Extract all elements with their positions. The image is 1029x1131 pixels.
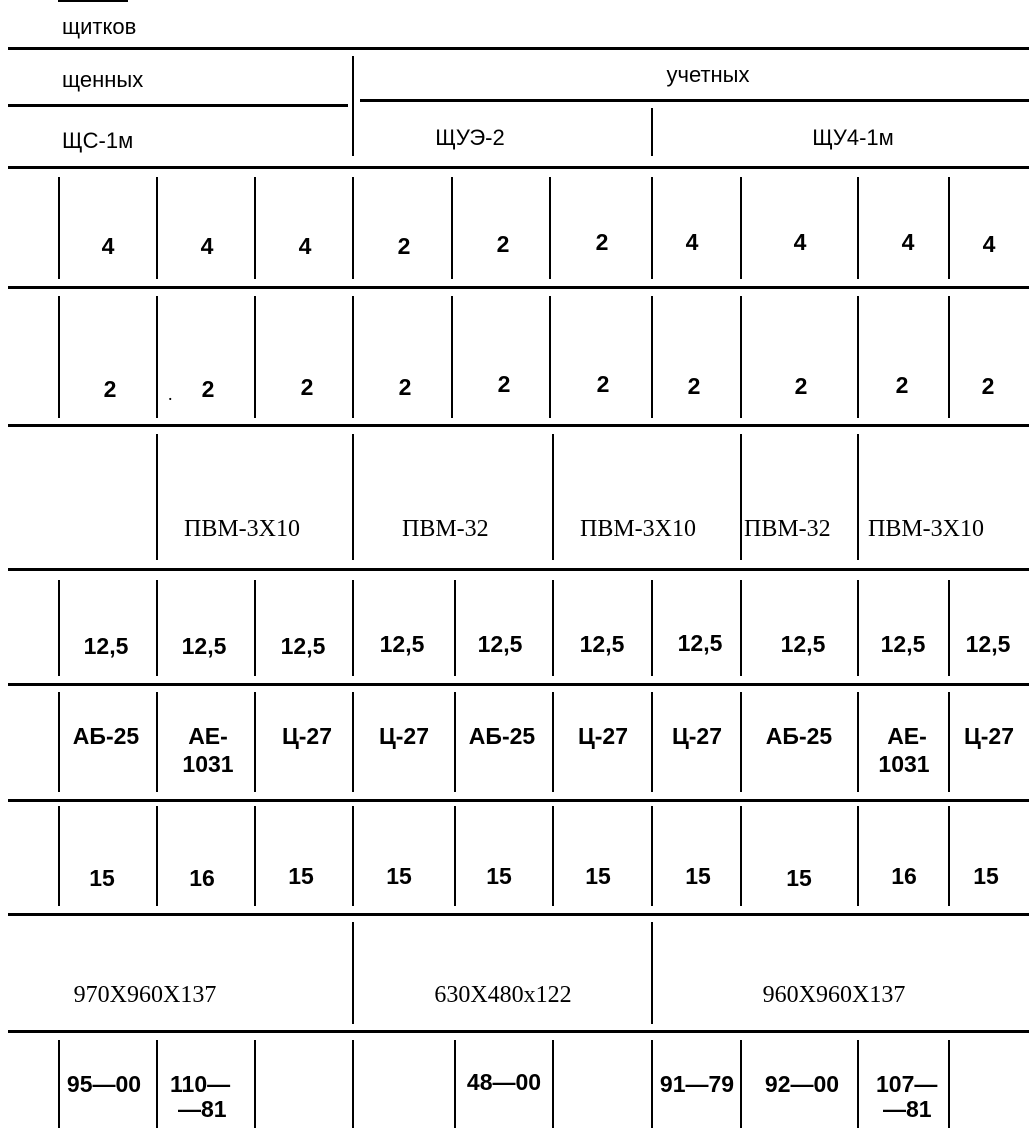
vrule <box>948 806 950 906</box>
vrule <box>58 177 60 279</box>
vrule <box>454 806 456 906</box>
vrule <box>651 806 653 906</box>
header-group-left: щенных <box>62 67 144 92</box>
cell-r5-c1: АБ-25 <box>72 723 140 749</box>
dimensions-3: 960X960X137 <box>762 982 906 1008</box>
vrule <box>58 296 60 418</box>
cell-r6-c1: 15 <box>89 865 115 891</box>
cell-r6-c8: 15 <box>786 865 812 891</box>
rule-row-7 <box>8 1030 1029 1033</box>
vrule <box>552 434 554 560</box>
cell-r5-c9: 1031 <box>878 751 930 777</box>
vrule <box>857 434 859 560</box>
cell-r1-c1: 4 <box>101 233 115 259</box>
cell-r6-c5: 15 <box>486 863 512 889</box>
vrule <box>254 177 256 279</box>
price-6: 107— <box>876 1071 938 1097</box>
cell-r2-c1: 2 <box>103 376 117 402</box>
rule-row-5 <box>8 799 1029 802</box>
vrule <box>740 806 742 906</box>
cell-r4-c9: 12,5 <box>880 631 926 657</box>
rule-row-1 <box>8 286 1029 289</box>
vrule <box>352 580 354 676</box>
vrule <box>948 296 950 418</box>
vrule <box>651 296 653 418</box>
cell-r4-c4: 12,5 <box>379 631 425 657</box>
vrule <box>352 1040 354 1128</box>
cell-r4-c8: 12,5 <box>780 631 826 657</box>
cell-r4-c10: 12,5 <box>965 631 1011 657</box>
cell-r6-c6: 15 <box>585 863 611 889</box>
vrule <box>352 922 354 1024</box>
vrule-header-type <box>651 108 653 156</box>
cell-r5-c5: АБ-25 <box>468 723 536 749</box>
vrule <box>857 692 859 792</box>
cell-r2-c8: 2 <box>794 373 808 399</box>
vrule <box>857 580 859 676</box>
cell-r1-c7: 4 <box>685 229 699 255</box>
rule-header-2-right <box>360 99 1029 102</box>
cable-3: ПВМ-3X10 <box>580 516 697 542</box>
price-2: 110— <box>170 1071 231 1097</box>
vrule <box>156 692 158 792</box>
cell-r6-c2: 16 <box>189 865 215 891</box>
vrule <box>352 692 354 792</box>
vrule <box>651 580 653 676</box>
rule-row-3 <box>8 568 1029 571</box>
vrule <box>254 1040 256 1128</box>
dimensions-1: 970X960X137 <box>73 982 217 1008</box>
cable-5: ПВМ-3X10 <box>868 516 985 542</box>
cell-r4-c3: 12,5 <box>280 633 326 659</box>
vrule <box>948 692 950 792</box>
header-type-3: ЩУ4-1м <box>812 125 894 150</box>
vrule <box>549 177 551 279</box>
cell-r6-c3: 15 <box>288 863 314 889</box>
vrule <box>857 296 859 418</box>
rule-row-4 <box>8 683 1029 686</box>
vrule <box>740 296 742 418</box>
cell-r5-c4: Ц-27 <box>378 723 430 749</box>
rule-row-6 <box>8 913 1029 916</box>
vrule <box>549 296 551 418</box>
vrule <box>552 806 554 906</box>
price-4: 91—79 <box>659 1071 735 1097</box>
cell-r1-c3: 4 <box>298 233 312 259</box>
cell-r2-c3: 2 <box>300 374 314 400</box>
vrule <box>352 434 354 560</box>
vrule <box>651 692 653 792</box>
vrule <box>857 1040 859 1128</box>
header-top: щитков <box>62 14 137 39</box>
vrule <box>58 692 60 792</box>
vrule <box>948 1040 950 1128</box>
vrule <box>254 692 256 792</box>
cell-r4-c7: 12,5 <box>677 630 723 656</box>
cell-r6-c10: 15 <box>973 863 999 889</box>
cell-r2-c6: 2 <box>596 371 610 397</box>
vrule <box>254 296 256 418</box>
cell-r2-c4: 2 <box>398 374 412 400</box>
cell-r5-c6: Ц-27 <box>577 723 629 749</box>
stray-mark: . <box>168 384 173 404</box>
vrule <box>254 806 256 906</box>
vrule <box>156 434 158 560</box>
rule-header-1 <box>8 47 1029 50</box>
cell-r6-c9: 16 <box>891 863 917 889</box>
cell-r1-c4: 2 <box>397 233 411 259</box>
vrule <box>651 177 653 279</box>
price-5: 92—00 <box>764 1071 840 1097</box>
vrule <box>651 922 653 1024</box>
vrule <box>740 434 742 560</box>
vrule <box>454 580 456 676</box>
vrule <box>740 177 742 279</box>
cell-r5-c8: АБ-25 <box>765 723 833 749</box>
vrule <box>156 806 158 906</box>
vrule <box>58 806 60 906</box>
cell-r1-c9: 4 <box>901 229 915 255</box>
vrule <box>857 177 859 279</box>
cell-r4-c1: 12,5 <box>83 633 129 659</box>
price-6: —81 <box>883 1096 932 1122</box>
cell-r4-c6: 12,5 <box>579 631 625 657</box>
cell-r2-c5: 2 <box>497 371 511 397</box>
header-type-2: ЩУЭ-2 <box>435 125 505 150</box>
rule-top-short <box>58 0 128 2</box>
cell-r5-c10: Ц-27 <box>963 723 1015 749</box>
cell-r5-c3: Ц-27 <box>281 723 333 749</box>
vrule <box>156 296 158 418</box>
vrule <box>740 692 742 792</box>
cell-r1-c5: 2 <box>496 231 510 257</box>
cell-r2-c2: 2 <box>201 376 215 402</box>
vrule <box>948 177 950 279</box>
cell-r4-c2: 12,5 <box>181 633 227 659</box>
cell-r5-c2: АЕ- <box>188 723 228 749</box>
vrule <box>352 806 354 906</box>
vrule <box>740 1040 742 1128</box>
vrule <box>552 1040 554 1128</box>
header-type-1: ЩС-1м <box>62 128 134 153</box>
vrule <box>156 580 158 676</box>
cable-2: ПВМ-32 <box>402 516 489 542</box>
dimensions-2: 630X480x122 <box>434 982 572 1008</box>
cell-r2-c7: 2 <box>687 373 701 399</box>
vrule <box>451 296 453 418</box>
vrule <box>651 1040 653 1128</box>
vrule <box>352 177 354 279</box>
price-3: 48—00 <box>466 1069 542 1095</box>
vrule-header-group <box>352 56 354 156</box>
vrule <box>352 296 354 418</box>
cell-r4-c5: 12,5 <box>477 631 523 657</box>
cable-1: ПВМ-3X10 <box>184 516 301 542</box>
cell-r6-c7: 15 <box>685 863 711 889</box>
cell-r1-c8: 4 <box>793 229 807 255</box>
rule-row-2 <box>8 424 1029 427</box>
vrule <box>454 1040 456 1128</box>
rule-header-3 <box>8 166 1029 169</box>
cell-r1-c10: 4 <box>982 231 996 257</box>
vrule <box>254 580 256 676</box>
cell-r2-c9: 2 <box>895 372 909 398</box>
cable-4: ПВМ-32 <box>744 516 831 542</box>
price-1: 95—00 <box>66 1071 142 1097</box>
price-2: —81 <box>178 1096 227 1122</box>
cell-r1-c2: 4 <box>200 233 214 259</box>
vrule <box>58 1040 60 1128</box>
cell-r5-c9: АЕ- <box>887 723 927 749</box>
cell-r6-c4: 15 <box>386 863 412 889</box>
cell-r2-c10: 2 <box>981 373 995 399</box>
cell-r5-c2: 1031 <box>182 751 234 777</box>
vrule <box>156 177 158 279</box>
vrule <box>948 580 950 676</box>
vrule <box>857 806 859 906</box>
vrule <box>454 692 456 792</box>
vrule <box>552 692 554 792</box>
cell-r5-c7: Ц-27 <box>671 723 723 749</box>
vrule <box>552 580 554 676</box>
vrule <box>451 177 453 279</box>
vrule <box>58 580 60 676</box>
vrule <box>156 1040 158 1128</box>
rule-header-2-left <box>8 104 348 107</box>
cell-r1-c6: 2 <box>595 229 609 255</box>
header-group-right: учетных <box>666 62 750 87</box>
vrule <box>740 580 742 676</box>
